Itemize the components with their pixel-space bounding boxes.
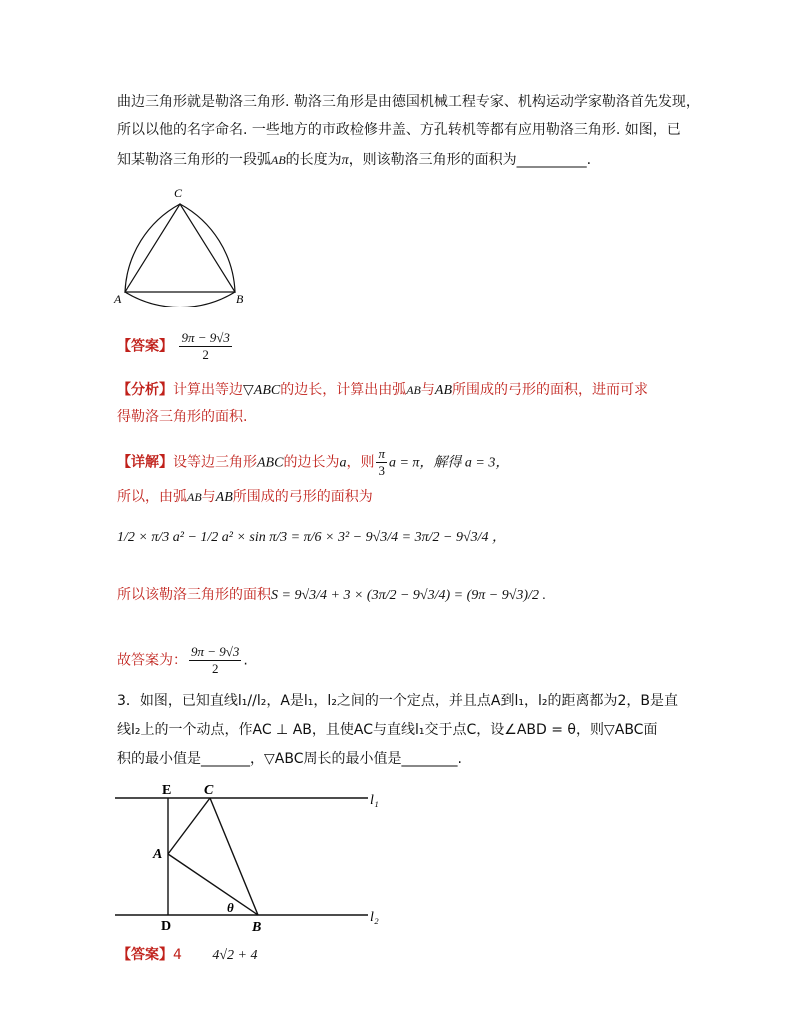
detail-line2 xyxy=(117,487,373,508)
segment-cb xyxy=(210,798,258,915)
arc-ab xyxy=(125,292,235,307)
final-fraction xyxy=(189,644,241,677)
pi-symbol: π xyxy=(341,153,349,168)
detail-frac-den: 3 xyxy=(378,463,385,478)
answer-denominator: 2 xyxy=(202,347,209,362)
label-l2: l₂ xyxy=(370,910,379,925)
analysis-line2: 得勒洛三角形的面积. xyxy=(117,409,248,425)
analysis-text-1c: 与 xyxy=(420,382,435,398)
detail-text-1b: 的边长为 xyxy=(283,454,340,471)
detail-frac-num: π xyxy=(378,446,385,461)
detail-tag: 【详解】 xyxy=(117,454,173,471)
label-a: A xyxy=(114,292,122,306)
final-period: . xyxy=(243,652,248,669)
final-denominator: 2 xyxy=(211,661,219,676)
equation-line: 1/2 × π/3 a² − 1/2 a² × sin π/3 = π/6 × 3² − 9√3/4 = 3π/2 − 9√3/4 ， xyxy=(117,530,507,545)
analysis-ab: AB xyxy=(434,383,452,398)
problem2-line3a: 知某勒洛三角形的一段弧 xyxy=(117,152,271,168)
problem3-line1: 3．如图，已知直线l₁//l₂，A是l₁，l₂之间的一个定点，并且点A到l₁，l₂的距离都为2，B是直 xyxy=(117,693,679,709)
problem2-line2: 所以以他的名字命名. 一些地方的市政检修井盖、方孔转机等都有应用勒洛三角形. 如图，已 xyxy=(117,122,681,138)
label-theta: θ xyxy=(227,900,234,915)
parallel-lines-figure xyxy=(110,778,400,938)
final-text: 故答案为： xyxy=(117,652,187,669)
label-a: A xyxy=(153,847,163,862)
problem2-line1: 曲边三角形就是勒洛三角形. 勒洛三角形是由德国机械工程专家、机构运动学家勒洛首先发现， xyxy=(117,94,700,110)
label-b: B xyxy=(236,292,244,306)
analysis-tag: 【分析】 xyxy=(117,382,173,398)
analysis-arc: AB xyxy=(406,383,421,397)
problem3-line2: 线l₂上的一个动点，作AC ⊥ AB，且使AC与直线l₁交于点C，设∠ABD = θ，则▽ABC面 xyxy=(117,722,658,738)
area-text: 所以该勒洛三角形的面积 xyxy=(117,587,271,603)
detail-line1 xyxy=(117,446,509,479)
answer-value-1: 4 xyxy=(173,947,182,963)
detail-text-1a: 设等边三角形 xyxy=(173,454,257,471)
problem3-line3: 积的最小值是_______，▽ABC周长的最小值是________. xyxy=(117,751,462,767)
detail-text-1c: ，则 xyxy=(346,454,375,471)
detail-ab: AB xyxy=(215,490,233,505)
analysis-text-1d: 所围成的弓形的面积，进而可求 xyxy=(452,382,648,398)
detail-text-1d: a = π，解得 a = 3， xyxy=(388,455,510,471)
detail-arc: AB xyxy=(187,490,202,504)
problem2-line3b: 的长度为 xyxy=(285,152,342,168)
problem3-answer xyxy=(117,945,258,966)
detail-fraction xyxy=(376,446,387,479)
detail-abc: ABC xyxy=(257,455,284,471)
analysis-text-1b: 的边长，计算出由弧 xyxy=(280,382,407,398)
triangle-abc xyxy=(125,204,235,292)
answer-value-2: 4√2 + 4 xyxy=(212,948,258,963)
area-line xyxy=(117,585,546,606)
arc-ab-label: AB xyxy=(271,153,286,167)
problem2-answer xyxy=(117,330,234,363)
problem2-line3c: ，则该勒洛三角形的面积为__________. xyxy=(348,152,592,168)
label-e: E xyxy=(162,783,172,798)
answer-fraction xyxy=(179,330,231,363)
label-d: D xyxy=(161,919,172,934)
segment-ab xyxy=(168,854,258,915)
area-equation: S = 9√3/4 + 3 × (3π/2 − 9√3/4) = (9π − 9√3)/2 . xyxy=(271,588,546,603)
analysis-triangle: ▽ABC xyxy=(243,383,281,398)
final-answer-line xyxy=(117,644,248,677)
label-c: C xyxy=(204,783,214,798)
label-l1: l₁ xyxy=(370,793,379,808)
detail-text-2b: 与 xyxy=(201,489,216,505)
analysis-line1 xyxy=(117,380,648,401)
detail-text-2a: 所以，由弧 xyxy=(117,489,187,505)
final-numerator: 9π − 9√3 xyxy=(191,644,240,659)
answer-tag: 【答案】 xyxy=(117,338,173,355)
answer-numerator: 9π − 9√3 xyxy=(181,330,230,345)
problem2-line3 xyxy=(117,150,591,171)
segment-ac xyxy=(168,798,210,854)
label-b: B xyxy=(252,920,262,935)
reuleaux-triangle-figure xyxy=(110,182,250,307)
detail-a: a xyxy=(339,455,347,471)
answer-tag: 【答案】 xyxy=(117,947,173,963)
detail-text-2c: 所围成的弓形的面积为 xyxy=(232,489,373,505)
analysis-text-1a: 计算出等边 xyxy=(173,382,243,398)
label-c: C xyxy=(174,186,183,200)
